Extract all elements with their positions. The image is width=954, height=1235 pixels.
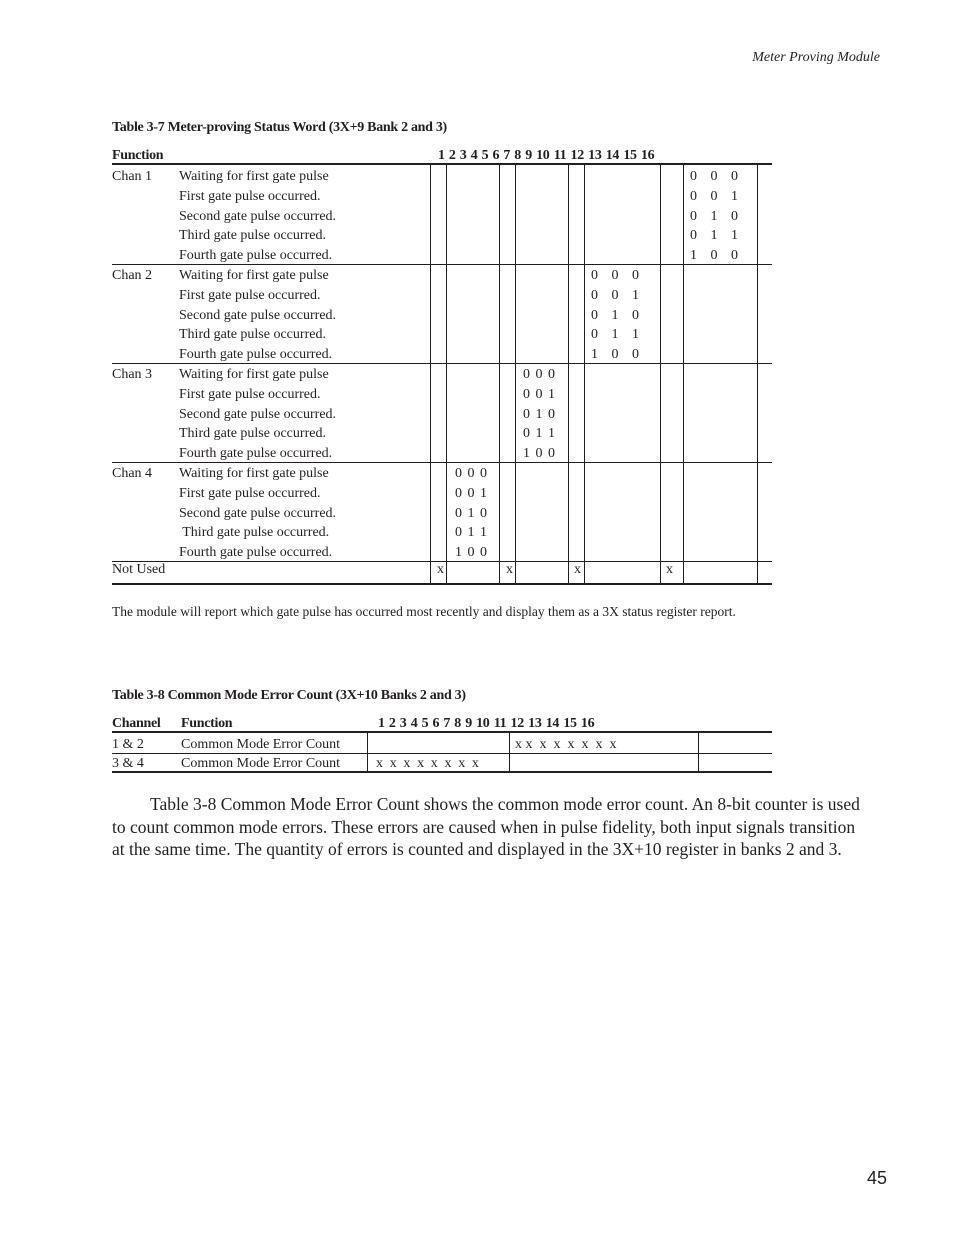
table-3-7-function-cell: Third gate pulse occurred. <box>179 525 330 541</box>
table-3-7-not-used-label: Not Used <box>112 562 166 577</box>
table-3-7-code-cell: 0 1 0 <box>690 208 738 224</box>
table-3-7-caption: Table 3-7 Meter-proving Status Word (3X+9 Bank 2 and 3) <box>112 120 447 135</box>
table-3-7-function-cell: Waiting for first gate pulse <box>179 268 329 283</box>
body-paragraph-text: Table 3-8 Common Mode Error Count shows the common mode error count. An 8-bit counter is used to count common mode errors. These errors are caused when in pulse fidelity, both input signals transition at the same time. The quantity of errors is counted and displayed in the 3X+10 register in banks 2 and 3. <box>112 794 860 859</box>
table-3-8-divider <box>509 733 510 772</box>
table-3-7-channel-label: Chan 4 <box>112 466 153 481</box>
running-head: Meter Proving Module <box>752 50 880 65</box>
table-3-7-function-cell: Third gate pulse occurred. <box>179 228 326 244</box>
table-3-8-caption: Table 3-8 Common Mode Error Count (3X+10 Banks 2 and 3) <box>112 688 466 703</box>
table-3-7-function-cell: First gate pulse occurred. <box>179 485 321 501</box>
table-3-7-code-cell: 0 1 1 <box>690 228 738 244</box>
table-3-7-channel-label: Chan 1 <box>112 169 153 184</box>
table-3-8-divider <box>698 733 699 772</box>
table-3-7-function-cell: Second gate pulse occurred. <box>179 307 337 323</box>
table-3-7-channel-label: Chan 2 <box>112 268 153 283</box>
table-3-7-code-cell: 0 0 0 <box>591 268 639 283</box>
table-3-8-function-header: Function <box>181 716 233 731</box>
table-3-7-note: The module will report which gate pulse has occurred most recently and display them as a 3X status register report. <box>112 604 736 619</box>
table-3-7-not-used-mark: x <box>437 562 444 577</box>
table-3-7-code-cell: 0 0 0 <box>690 169 738 184</box>
table-3-7-not-used-mark: x <box>666 562 673 577</box>
table-3-7-function-cell: Waiting for first gate pulse <box>179 169 329 184</box>
table-3-7-code-cell: 0 0 0 <box>523 367 555 382</box>
table-3-7-function-cell: Fourth gate pulse occurred. <box>179 347 333 363</box>
table-3-7-group-rule <box>112 264 772 265</box>
table-3-7-code-cell: 0 0 1 <box>690 188 738 204</box>
table-3-8-bits-header: 1 2 3 4 5 6 7 8 9 10 11 12 13 14 15 16 <box>378 716 595 731</box>
table-3-7-code-cell: 0 1 1 <box>523 426 555 442</box>
table-3-7-function-cell: Third gate pulse occurred. <box>179 327 326 343</box>
table-3-8-channel-header: Channel <box>112 716 161 731</box>
table-3-7-column-divider <box>584 165 585 583</box>
table-3-7-column-divider <box>430 165 431 583</box>
table-3-7-group-rule <box>112 363 772 364</box>
table-3-7-header-rule <box>112 163 772 165</box>
table-3-7-not-used-mark: x <box>574 562 581 577</box>
table-3-7-column-divider <box>568 165 569 583</box>
table-3-7-code-cell: 1 0 0 <box>690 248 738 264</box>
table-3-7-code-cell: 0 1 1 <box>455 525 487 541</box>
table-3-8-row-2-marks: x x x x x x x x <box>376 756 481 771</box>
table-3-7-column-divider <box>446 165 447 583</box>
table-3-7-function-cell: Fourth gate pulse occurred. <box>179 446 333 462</box>
table-3-7-function-header: Function <box>112 148 164 163</box>
table-3-7-function-cell: Waiting for first gate pulse <box>179 367 329 382</box>
table-3-7-column-divider <box>683 165 684 583</box>
table-3-8-row-1-marks: x x x x x x x x <box>515 737 617 752</box>
table-3-7-not-used-mark: x <box>506 562 513 577</box>
table-3-7-code-cell: 1 0 0 <box>523 446 555 462</box>
table-3-7-function-cell: First gate pulse occurred. <box>179 287 321 303</box>
table-3-7-column-divider <box>499 165 500 583</box>
table-3-7-column-divider <box>515 165 516 583</box>
table-3-7-group-rule <box>112 462 772 463</box>
table-3-7-bits-header: 1 2 3 4 5 6 7 8 9 10 11 12 13 14 15 16 <box>438 148 655 163</box>
table-3-7-function-cell: First gate pulse occurred. <box>179 188 321 204</box>
table-3-7-code-cell: 0 0 1 <box>455 485 487 501</box>
page-number: 45 <box>867 1168 888 1188</box>
body-paragraph <box>112 793 872 861</box>
table-3-7-function-cell: Fourth gate pulse occurred. <box>179 248 333 264</box>
table-3-7-function-cell: Second gate pulse occurred. <box>179 505 337 521</box>
table-3-7-bottom-rule <box>112 583 772 585</box>
table-3-8-row-1-function: Common Mode Error Count <box>181 737 341 752</box>
table-3-7-code-cell: 0 0 0 <box>455 466 487 481</box>
table-3-8-row-2-function: Common Mode Error Count <box>181 756 341 771</box>
table-3-7-code-cell: 0 1 0 <box>523 406 555 422</box>
table-3-7-function-cell: Second gate pulse occurred. <box>179 208 337 224</box>
table-3-8-bottom-rule <box>112 771 772 773</box>
table-3-8-row-1-channel: 1 & 2 <box>112 737 144 752</box>
table-3-7-code-cell: 0 0 1 <box>523 386 555 402</box>
table-3-7-code-cell: 0 0 1 <box>591 287 639 303</box>
table-3-7-function-cell: Fourth gate pulse occurred. <box>179 545 333 561</box>
table-3-7-code-cell: 1 0 0 <box>591 347 639 363</box>
table-3-7-function-cell: First gate pulse occurred. <box>179 386 321 402</box>
table-3-7-column-divider <box>757 165 758 583</box>
table-3-7-code-cell: 0 1 1 <box>591 327 639 343</box>
table-3-7-code-cell: 1 0 0 <box>455 545 487 561</box>
table-3-8-divider <box>367 733 368 772</box>
table-3-7-function-cell: Waiting for first gate pulse <box>179 466 329 481</box>
table-3-7-code-cell: 0 1 0 <box>455 505 487 521</box>
table-3-7-function-cell: Third gate pulse occurred. <box>179 426 326 442</box>
table-3-8-header-rule <box>112 731 772 733</box>
table-3-8-row-2-channel: 3 & 4 <box>112 756 144 771</box>
table-3-7-column-divider <box>660 165 661 583</box>
table-3-7-code-cell: 0 1 0 <box>591 307 639 323</box>
table-3-7-channel-label: Chan 3 <box>112 367 153 382</box>
table-3-7-function-cell: Second gate pulse occurred. <box>179 406 337 422</box>
